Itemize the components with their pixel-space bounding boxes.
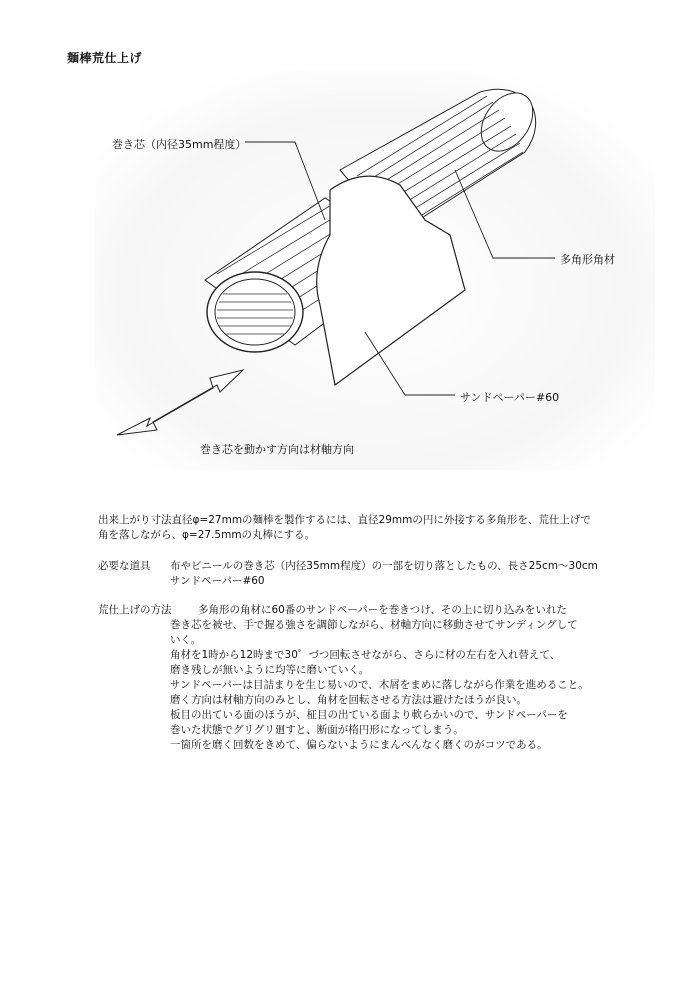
method-section <box>98 603 589 753</box>
method-line: 角材を1時から12時まで30゜づつ回転させながら、さらに材の左右を入れ替えて、 <box>170 649 561 661</box>
tools-line: 布やビニールの巻き芯（内径35mm程度）の一部を切り落としたもの、長さ25cm〜30cm <box>170 560 598 572</box>
callout-core: 巻き芯（内径35mm程度） <box>112 138 247 151</box>
intro-line: 出来上がり寸法直径φ=27mmの麺棒を製作するには、直径29mmの円に外接する多角形を、荒仕上げで <box>98 514 591 526</box>
method-line: 多角形の角材に60番のサンドペーパーを巻きつけ、その上に切り込みをいれた <box>198 604 567 616</box>
callout-sandpaper: サンドペーパー#60 <box>460 391 560 404</box>
tools-section <box>98 559 598 589</box>
page-title: 麺棒荒仕上げ <box>67 51 143 65</box>
tools-label: 必要な道具 <box>98 560 151 572</box>
method-line: 磨く方向は材軸方向のみとし、角材を回転させる方法は避けたほうが良い。 <box>170 694 527 706</box>
intro-line: 角を落しながら、φ=27.5mmの丸棒にする。 <box>98 529 316 541</box>
intro-paragraph <box>98 513 591 543</box>
method-label: 荒仕上げの方法 <box>98 604 172 616</box>
method-line: 磨き残しが無いように均等に磨いていく。 <box>170 664 370 676</box>
method-line: サンドペーパーは目詰まりを生じ易いので、木屑をまめに落しながら作業を進めること。 <box>170 679 589 691</box>
method-line: 一箇所を磨く回数をきめて、偏らないようにまんべんなく磨くのがコツである。 <box>170 739 548 751</box>
callout-direction: 巻き芯を動かす方向は材軸方向 <box>200 443 354 456</box>
sanding-illustration <box>95 70 655 470</box>
callout-polygon: 多角形角材 <box>560 253 615 266</box>
method-line: 巻き芯を被せ、手で握る強さを調節しながら、材軸方向に移動させてサンディングして <box>170 619 578 631</box>
method-line: 板目の出ている面のほうが、柾目の出ている面より軟らかいので、サンドペーパーを <box>170 709 568 721</box>
method-line: 巻いた状態でグリグリ廻すと、断面が楕円形になってしまう。 <box>170 724 464 736</box>
tools-line: サンドペーパー#60 <box>170 575 265 587</box>
method-line: いく。 <box>170 634 202 646</box>
